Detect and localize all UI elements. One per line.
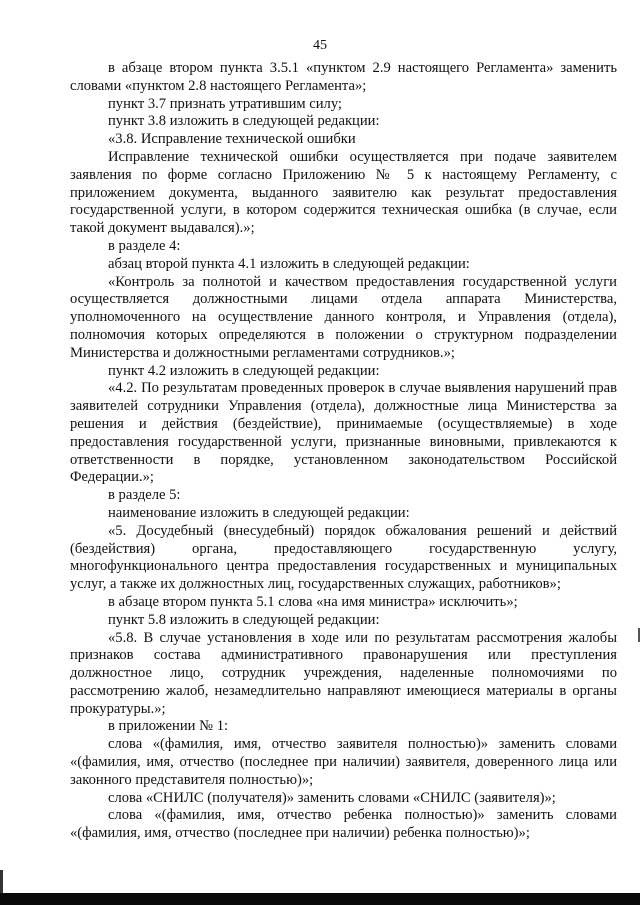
page-number: 45: [313, 38, 327, 53]
paragraph: наименование изложить в следующей редакции:: [108, 504, 410, 521]
scan-edge-mark: [0, 870, 3, 893]
paragraph: в абзаце втором пункта 5.1 слова «на имя министра» исключить»;: [108, 593, 518, 610]
paragraph: «5.8. В случае установления в ходе или по результатам рассмотрения жалобы признаков состава административного правонарушения или преступления должностное лицо, сотрудник учреждения, наделенные полномочиями по рассмотрению жалоб, незамедлительно направляют имеющиеся материалы в органы прокуратуры.»;: [70, 629, 617, 717]
paragraph: Исправление технической ошибки осуществляется при подаче заявителем заявления по форме согласно Приложению № 5 к настоящему Регламенту, с приложением документа, выданного заявителю как результат предоставления государственной услуги, в котором содержится техническая ошибка (в случае, если такой документ выдавался).»;: [70, 148, 617, 237]
paragraph: в абзаце втором пункта 3.5.1 «пунктом 2.9 настоящего Регламента» заменить словами «пунктом 2.8 настоящего Регламента»;: [70, 60, 617, 94]
paragraph: «5. Досудебный (внесудебный) порядок обжалования решений и действий (бездействия) органа, предоставляющего государственную услугу, многофункционального центра предоставления государственных и муниципальных услуг, а также их должностных лиц, государственных служащих, работников»;: [70, 522, 617, 593]
paragraph: абзац второй пункта 4.1 изложить в следующей редакции:: [108, 255, 470, 272]
paragraph: «3.8. Исправление технической ошибки: [108, 131, 356, 148]
paragraph: пункт 3.7 признать утратившим силу;: [108, 95, 342, 112]
paragraph: слова «СНИЛС (получателя)» заменить словами «СНИЛС (заявителя)»;: [108, 789, 556, 806]
paragraph: «Контроль за полнотой и качеством предоставления государственной услуги осуществляется должностными лицами отдела аппарата Министерства, уполномоченного на осуществление данного контроля, и Управления (отдела), полномочия которых определяются в положении о структурном подразделении Министерства и должностными регламентами сотрудников.»;: [70, 273, 617, 361]
paragraph: слова «(фамилия, имя, отчество заявителя полностью)» заменить словами «(фамилия, имя, отчество (последнее при наличии) заявителя, доверенного лица или законного представителя полностью)»;: [70, 736, 617, 788]
paragraph: в разделе 4:: [108, 237, 181, 254]
document-body: [70, 60, 617, 843]
scan-bottom-border: [0, 893, 640, 905]
paragraph: пункт 4.2 изложить в следующей редакции:: [108, 362, 380, 379]
paragraph: пункт 5.8 изложить в следующей редакции:: [108, 611, 380, 628]
paragraph: в приложении № 1:: [108, 718, 229, 735]
paragraph: в разделе 5:: [108, 487, 181, 504]
paragraph: «4.2. По результатам проведенных проверок в случае выявления нарушений прав заявителей сотрудники Управления (отдела), должностные лица Министерства за решения и действия (бездействие), принимаемые (осуществляемые) в ходе предоставления государственной услуги, признанные виновными, привлекаются к ответственности в порядке, установленном законодательством Российской Федерации.»;: [70, 380, 617, 486]
paragraph: пункт 3.8 изложить в следующей редакции:: [108, 113, 380, 130]
paragraph: слова «(фамилия, имя, отчество ребенка полностью)» заменить словами «(фамилия, имя, отчество (последнее при наличии) ребенка полностью)»;: [70, 807, 617, 842]
